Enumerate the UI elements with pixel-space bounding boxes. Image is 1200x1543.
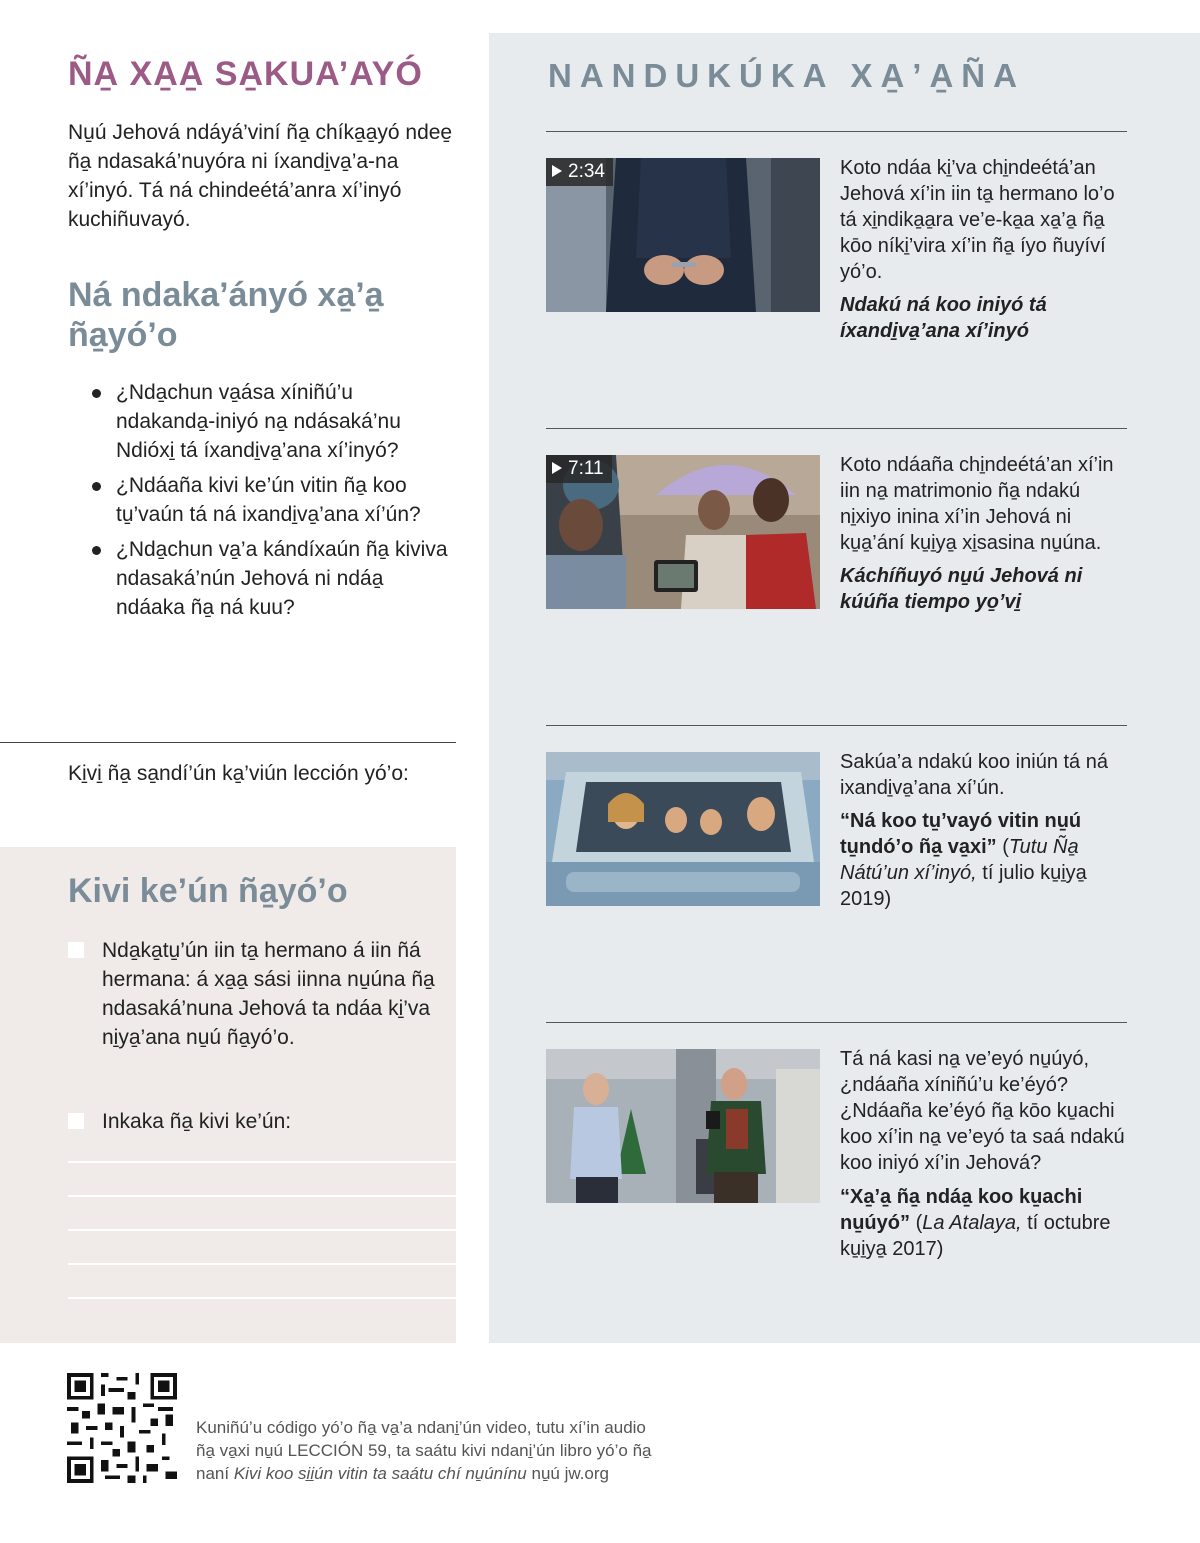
bullet-icon <box>92 482 101 491</box>
footer-note: Kuniñú’u código yó’o ña̱ va̱’a ndani̱’ún video, tutu xí’in audio ña̱ va̱xi nu̱ú LECCIÓN 59, ta saátu kivi ndani̱’ún libro yó’o ña̱ naní Kivi koo si̱i̱ún vitin ta saátu chí nu̱únínu nu̱ú jw.org <box>196 1418 652 1483</box>
two-men-living-room-photo <box>546 1049 820 1203</box>
video-duration-badge: 2:34 <box>546 158 613 186</box>
section-divider <box>546 1022 1127 1023</box>
summary-title: ÑA̱ XA̱A̱ SA̱KUA’AYÓ <box>68 55 423 93</box>
video-duration-badge: 7:11 <box>546 455 612 483</box>
bullet-icon <box>92 546 101 555</box>
write-line[interactable] <box>68 1229 456 1231</box>
explore-item-link[interactable]: “Ná koo tu̱’vayó vitin nu̱ú tu̱ndó’o ña̱ va̱xi” (Tutu Ña̱ Nátú’un xí’inyó, tí julio ku̱i̱ya̱ 2019) <box>840 810 1087 910</box>
goals-title: Kivi ke’ún ña̱yó’o <box>68 872 348 910</box>
section-divider <box>0 742 456 743</box>
goals-panel <box>0 847 456 1343</box>
section-divider <box>546 725 1127 726</box>
video-thumbnail-couple-preaching[interactable] <box>546 455 820 609</box>
write-line[interactable] <box>68 1161 456 1163</box>
goal-checkbox[interactable] <box>68 1113 84 1129</box>
explore-item-link[interactable]: Ndakú ná koo iniyó tá íxandi̱va̱’ana xí’inyó <box>840 294 1047 342</box>
play-icon <box>552 165 562 177</box>
video-thumbnail-handcuffed-man[interactable] <box>546 158 820 312</box>
review-question: ¿Ndáaña kivi ke’ún vitin ña̱ koo tu̱’vaún tá ná ixandi̱va̱’ana xí’ún? <box>92 471 452 529</box>
section-divider <box>546 131 1127 132</box>
explore-item-link[interactable]: Káchíñuyó nu̱ú Jehová ni kúúña tiempo yo̱’vi̱ <box>840 565 1083 613</box>
explore-item-description: Sakúa’a ndakú koo iniún tá ná ixandi̱va̱’ana xí’ún. <box>840 751 1108 799</box>
summary-text: Nu̱ú Jehová ndáyá’viní ña̱ chíka̱a̱yó ndee̱ ña̱ ndasaká’nuyóra ni íxandi̱va̱’a-na xí’inyó. Tá ná chindeétá’anra xí’inyó kuchiñuvayó. <box>68 121 453 231</box>
review-questions <box>92 378 452 628</box>
goal-item[interactable]: Inkaka ña̱ kivi ke’ún: <box>68 1107 438 1136</box>
write-line[interactable] <box>68 1195 456 1197</box>
explore-item-link[interactable]: “Xa̱’a̱ ña̱ ndáa̱ koo ku̱achi nu̱úyó” (La Atalaya, tí octubre ku̱i̱ya̱ 2017) <box>840 1186 1111 1260</box>
bullet-icon <box>92 389 101 398</box>
explore-title: NANDUKÚKA XA̱’A̱ÑA <box>548 57 1025 94</box>
family-in-car-photo <box>546 752 820 906</box>
write-line[interactable] <box>68 1263 456 1265</box>
section-divider <box>546 428 1127 429</box>
qr-code-icon[interactable] <box>67 1373 177 1483</box>
explore-item-description: Koto ndáaña chi̱ndeétá’an xí’in iin na̱ matrimonio ña̱ ndakú ni̱xiyo inina xí’in Jehová ni ku̱a̱’ání ku̱i̱ya̱ xi̱sasina nu̱úna. <box>840 454 1114 554</box>
review-question: ¿Nda̱chun va̱ása xíniñú’u ndakanda̱-iniyó na̱ ndásaká’nu Ndióxi̱ tá íxandi̱va̱’ana xí’inyó? <box>92 378 452 465</box>
play-icon <box>552 462 562 474</box>
explore-item-description: Koto ndáa ki̱’va chi̱ndeétá’an Jehová xí’in iin ta̱ hermano lo’o tá xi̱ndika̱a̱ra ve’e-ka̱a xa̱’a̱ ña̱ kōo níki̱’vira xí’in ña̱ íyo ñuyíví yó’o. <box>840 157 1115 283</box>
article-image-family-in-car[interactable] <box>546 752 820 906</box>
article-image-two-men[interactable] <box>546 1049 820 1203</box>
learned-date-label: Ki̱vi̱ ña̱ sa̱ndí’ún ka̱’viún lección yó’o: <box>68 762 409 785</box>
review-title: Ná ndaka’ányó xa̱’a̱ ña̱yó’o <box>68 276 384 354</box>
write-line[interactable] <box>68 1297 456 1299</box>
explore-item-description: Tá ná kasi na̱ ve’eyó nu̱úyó, ¿ndáaña xíniñú’u ke’éyó? ¿Ndáaña ke’éyó ña̱ kōo ku̱achi koo xí’in na̱ ve’eyó ta saá ndakú koo iniyó xí’in Jehová? <box>840 1048 1125 1174</box>
review-question: ¿Nda̱chun va̱’a kándíxaún ña̱ kiviva ndasaká’nún Jehová ni ndáa̱ ndáaka ña̱ ná kuu? <box>92 535 452 622</box>
goal-item[interactable]: Nda̱ka̱tu̱’ún iin ta̱ hermano á iin ñá hermana: á xa̱a̱ sási iinna nu̱úna ña̱ ndasaká’nuna Jehová ta ndáa ki̱’va ni̱ya̱’ana nu̱ú ña̱yó’o. <box>68 936 438 1052</box>
goal-checkbox[interactable] <box>68 942 84 958</box>
